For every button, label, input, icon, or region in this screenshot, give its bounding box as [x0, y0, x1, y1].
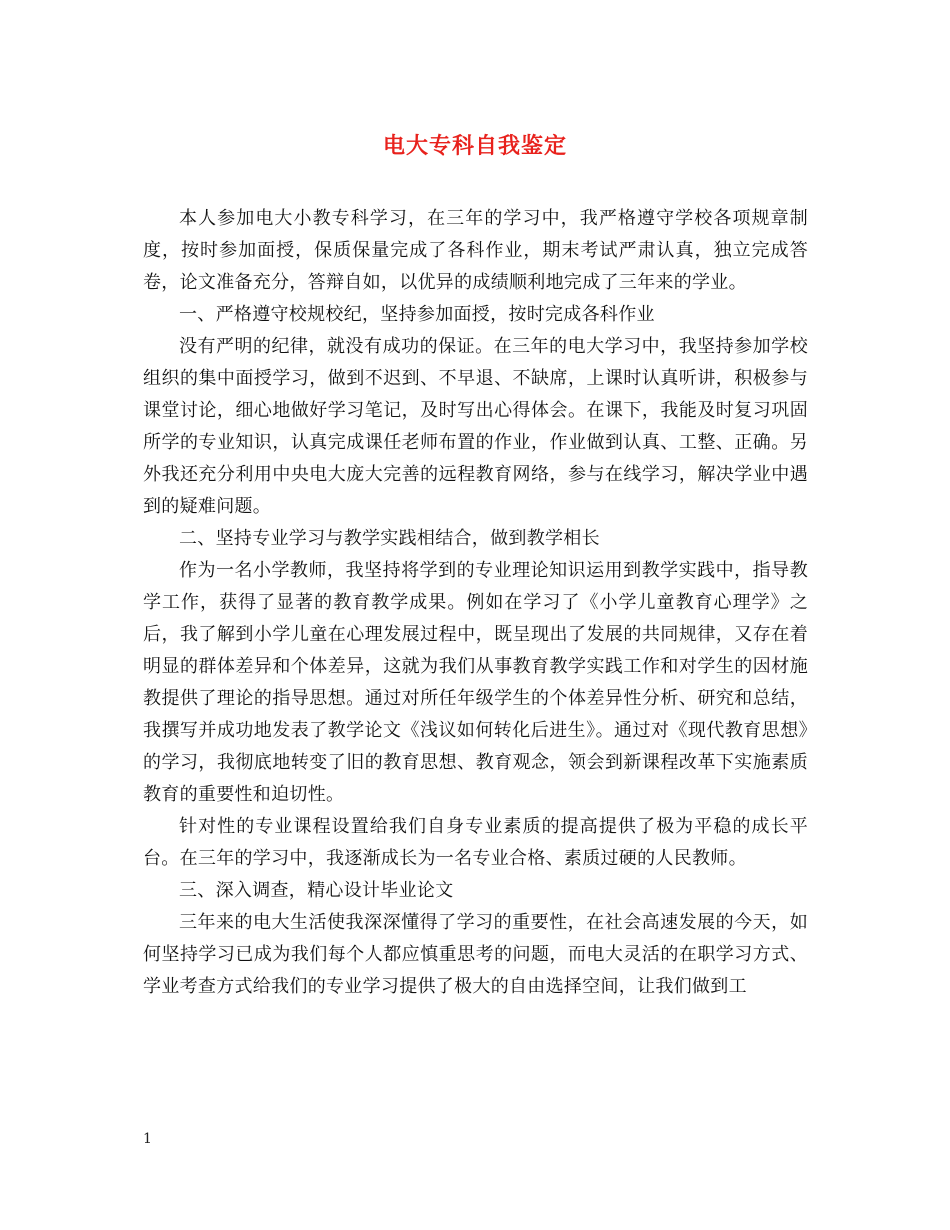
document-title: 电大专科自我鉴定: [382, 133, 567, 159]
paragraph-section-1: 没有严明的纪律，就没有成功的保证。在三年的电大学习中，我坚持参加学校组织的集中面授学习，做到不迟到、不早退、不缺席，上课时认真听讲，积极参与课堂讨论，细心地做好学习笔记，及时写出心得体会。在课下，我能及时复习巩固所学的专业知识，认真完成课任老师布置的作业，作业做到认真、工整、正确。另外我还充分利用中央电大庞大完善的远程教育网络，参与在线学习，解决学业中遇到的疑难问题。: [143, 336, 808, 517]
paragraph-intro: 本人参加电大小教专科学习，在三年的学习中，我严格遵守学校各项规章制度，按时参加面授，保质保量完成了各科作业，期末考试严肃认真，独立完成答卷，论文准备充分，答辩自如，以优异的成绩顺利地完成了三年来的学业。: [143, 208, 808, 293]
document-body: [143, 203, 808, 1003]
paragraph-section-2a: 作为一名小学教师，我坚持将学到的专业理论知识运用到教学实践中，指导教学工作，获得了显著的教育教学成果。例如在学习了《小学儿童教育心理学》之后，我了解到小学儿童在心理发展过程中，既呈现出了发展的共同规律，又存在着明显的群体差异和个体差异，这就为我们从事教育教学实践工作和对学生的因材施教提供了理论的指导思想。通过对所任年级学生的个体差异性分析、研究和总结，我撰写并成功地发表了教学论文《浅议如何转化后进生》。通过对《现代教育思想》的学习，我彻底地转变了旧的教育思想、教育观念，领会到新课程改革下实施素质教育的重要性和迫切性。: [143, 560, 808, 805]
section-heading-2: 二、坚持专业学习与教学实践相结合，做到教学相长: [179, 528, 600, 549]
paragraph-section-2b: 针对性的专业课程设置给我们自身专业素质的提高提供了极为平稳的成长平台。在三年的学习中，我逐渐成长为一名专业合格、素质过硬的人民教师。: [143, 816, 808, 869]
page-number: 1: [143, 1131, 152, 1147]
paragraph-section-3: 三年来的电大生活使我深深懂得了学习的重要性，在社会高速发展的今天，如何坚持学习已成为我们每个人都应慎重思考的问题，而电大灵活的在职学习方式、学业考查方式给我们的专业学习提供了极大的自由选择空间，让我们做到工: [143, 912, 808, 997]
section-heading-1: 一、严格遵守校规校纪，坚持参加面授，按时完成各科作业: [179, 304, 655, 325]
section-heading-3: 三、深入调查，精心设计毕业论文: [179, 880, 454, 901]
